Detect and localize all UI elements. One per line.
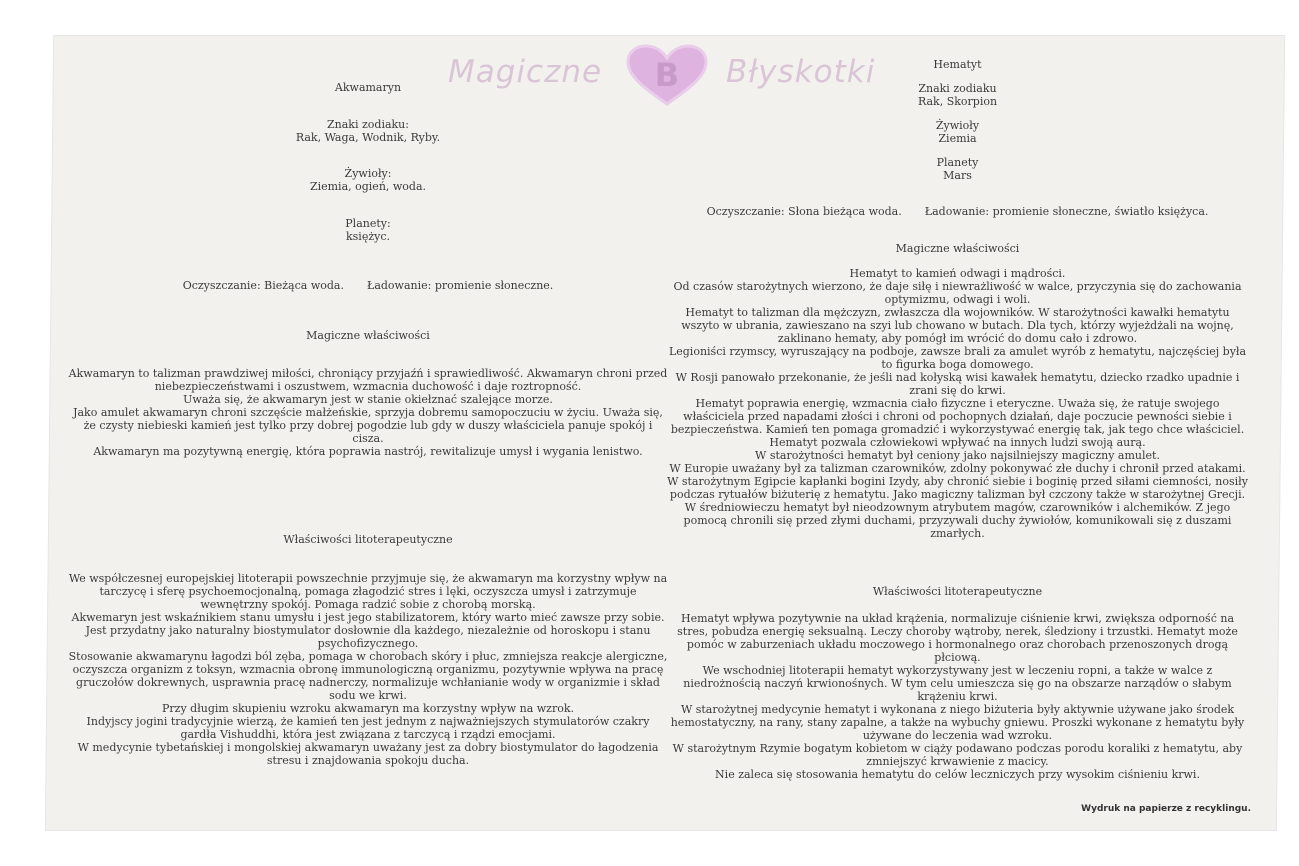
therapy-title: Właściwości litoterapeutyczne (283, 533, 453, 546)
paragraph: Hematyt to talizman dla mężczyzn, zwłaszcza dla wojowników. W starożytności kawałki hematytu wszyto w ubrania, zawieszano na szyi lub chowano w butach. Dla tych, którzy wyjeżdżali na wojnę, zaklinano hematy, aby pomógł im wrócić do domu cało i zdrowo. (681, 306, 1234, 345)
paragraph: Stosowanie akwamarynu łagodzi ból zęba, pomaga w chorobach skóry i płuc, zmniejsza reakcje alergiczne, oczyszcza organizm z toksyn, wzmacnia obronę immunologiczną organizmu, pozytywnie wpływa na pracę gruczołów dokrewnych, usprawnia pracę nadnerczy, normalizuje wchłanianie wody w organizmie i skład sodu we krwi. (68, 650, 668, 702)
paragraph: Hematyt to kamień odwagi i mądrości. (849, 267, 1066, 280)
zodiac-label: Znaki zodiaku: (327, 118, 409, 131)
paragraph: Uważa się, że akwamaryn jest w stanie okiełznać szalejące morze. (183, 393, 553, 406)
paragraph: Akwamaryn to talizman prawdziwej miłości, chroniący przyjaźń i sprawiedliwość. Akwamaryn chroni przed niebezpieczeństwami i oszustwem, wzmacnia duchowość i daje roztropność. (68, 367, 668, 393)
zodiac-value: Rak, Skorpion (917, 95, 998, 108)
paragraph: We współczesnej europejskiej litoterapii powszechnie przyjmuje się, że akwamaryn ma korzystny wpływ na tarczycę i sferę psychoemocjonalną, pomaga złagodzić stres i lęki, oczyszcza umysł i zatrzymuje wewnętrzny spokój. Pomaga radzić sobie z chorobą morską. (68, 572, 668, 611)
planets-label: Planety: (345, 217, 391, 230)
paragraph: W medycynie tybetańskiej i mongolskiej akwamaryn uważany jest za dobry biostymulator do łagodzenia stresu i znajdowania spokoju ducha. (77, 741, 659, 767)
paragraph: Akwemaryn jest wskaźnikiem stanu umysłu i jest jego stabilizatorem, który warto mieć zawsze przy sobie. Jest przydatny jako naturalny biostymulator dosłownie dla każdego, niezależnie od horoskopu i stanu psychofizycznego. (71, 611, 665, 650)
paragraph: Hematyt wpływa pozytywnie na układ krążenia, normalizuje ciśnienie krwi, zwiększa odporność na stres, pobudza energię seksualną. Leczy choroby wątroby, nerek, śledziony i trzustki. Hematyt może pomóc w zaburzeniach układu moczowego i hormonalnego oraz chorobach przenoszonych drogą płciową. (677, 612, 1238, 664)
planets-label: Planety (936, 156, 979, 169)
paragraph: Jako amulet akwamaryn chroni szczęście małżeńskie, sprzyja dobremu samopoczuciu w życiu. Uważa się, że czysty niebieski kamień jest tylko przy dobrej pogodzie lub gdy w duszy właściciela panuje spokój i cisza. (73, 406, 663, 445)
planets-value: księżyc. (345, 230, 390, 243)
cleansing-text: Oczyszczanie: Bieżąca woda. (182, 279, 344, 292)
paragraph: W starożytności hematyt był ceniony jako najsilniejszy magiczny amulet. (755, 449, 1160, 462)
elements-label: Żywioły (935, 119, 980, 132)
brand-word-right: Błyskotki (726, 54, 876, 90)
paragraph: Przy długim skupieniu wzroku akwamaryn ma korzystny wpływ na wzrok. (161, 702, 575, 715)
stone-name: Hematyt (933, 58, 982, 71)
magic-section (68, 367, 668, 458)
planets-value: Mars (943, 169, 972, 182)
elements-value: Ziemia, ogień, woda. (309, 180, 427, 193)
paragraph: W Europie uważany był za talizman czarowników, zdolny pokonywać złe duchy i chronił przed atakami. (669, 462, 1246, 475)
zodiac-label: Znaki zodiaku (918, 82, 997, 95)
elements-value: Ziemia (938, 132, 977, 145)
stone-name: Akwamaryn (334, 81, 402, 94)
charging-text: Ładowanie: promienie słoneczne, światło księżyca. (924, 205, 1209, 218)
paragraph: W średniowieczu hematyt był nieodzownym atrybutem magów, czarowników i alchemików. Z jego pomocą chronili się przed złymi duchami, przyzywali duchy żywiołów, komunikowali się z duszami zmarłych. (683, 501, 1232, 540)
paragraph: W starożytnej medycynie hematyt i wykonana z niego biżuteria były aktywnie używane jako środek hemostatyczny, na rany, stany zapalne, a także na wybuchy gniewu. Proszki wykonane z hematytu były używane do leczenia wad wzroku. (670, 703, 1245, 742)
paragraph: Nie zaleca się stosowania hematytu do celów leczniczych przy wysokim ciśnieniu krwi. (715, 768, 1200, 781)
paragraph: W starożytnym Rzymie bogatym kobietom w ciąży podawano podczas porodu koraliki z hematytu, aby zmniejszyć krwawienie z macicy. (672, 742, 1243, 768)
brand-letter: B (654, 56, 680, 94)
therapy-section (665, 612, 1250, 781)
magic-title: Magiczne właściwości (306, 329, 430, 342)
elements-label: Żywioły: (344, 167, 392, 180)
paragraph: Legioniści rzymscy, wyruszający na podboje, zawsze brali za amulet wyrób z hematytu, najczęściej była to figurka boga domowego. (668, 345, 1247, 371)
paragraph: We wschodniej litoterapii hematyt wykorzystywany jest w leczeniu ropni, a także w walce z niedrożnością naczyń krwionośnych. W tym celu umieszcza się go na obszarze narządów o słabym krążeniu krwi. (683, 664, 1232, 703)
paragraph: W starożytnym Egipcie kapłanki bogini Izydy, aby chronić siebie i boginię przed siłami ciemności, nosiły podczas rytuałów biżuterię z hematytu. Jako magiczny talizman był czczony także w starożytnej Grecji. (667, 475, 1248, 501)
paragraph: W Rosji panowało przekonanie, że jeśli nad kołyską wisi kawałek hematytu, dziecko rzadko upadnie i zrani się do krwi. (675, 371, 1240, 397)
magic-title: Magiczne właściwości (895, 242, 1020, 255)
paragraph: Indyjscy jogini tradycyjnie wierzą, że kamień ten jest jednym z najważniejszych stymulatorów czakry gardła Vishuddhi, która jest związana z tarczycą i rządzi emocjami. (86, 715, 650, 741)
cleansing-charging-row (68, 279, 668, 292)
paragraph: Hematyt poprawia energię, wzmacnia ciało fizyczne i eteryczne. Uważa się, że ratuje swojego właściciela przed napadami złości i chroni od pochopnych działań, daje poczucie pewności siebie i bezpieczeństwa. Kamień ten pomaga gromadzić i wykorzystywać energię tak, jak tego chce właściciel. Hematyt pozwala człowiekowi wpływać na innych ludzi swoją aurą. (670, 397, 1245, 449)
charging-text: Ładowanie: promienie słoneczne. (366, 279, 554, 292)
cleansing-text: Oczyszczanie: Słona bieżąca woda. (706, 205, 902, 218)
paragraph: Akwamaryn ma pozytywną energię, która poprawia nastrój, rewitalizuje umysł i wygania lenistwo. (93, 445, 643, 458)
brand-word-left: Magiczne (448, 54, 603, 90)
paragraph: Od czasów starożytnych wierzono, że daje siłę i niewrażliwość w walce, przyczynia się do zachowania optymizmu, odwagi i woli. (673, 280, 1242, 306)
zodiac-value: Rak, Waga, Wodnik, Ryby. (295, 131, 441, 144)
magic-section (665, 267, 1250, 540)
therapy-section (68, 572, 668, 767)
cleansing-charging-row (665, 205, 1250, 218)
recycled-paper-note: Wydruk na papierze z recyklingu. (1081, 804, 1251, 814)
therapy-title: Właściwości litoterapeutyczne (872, 585, 1043, 598)
